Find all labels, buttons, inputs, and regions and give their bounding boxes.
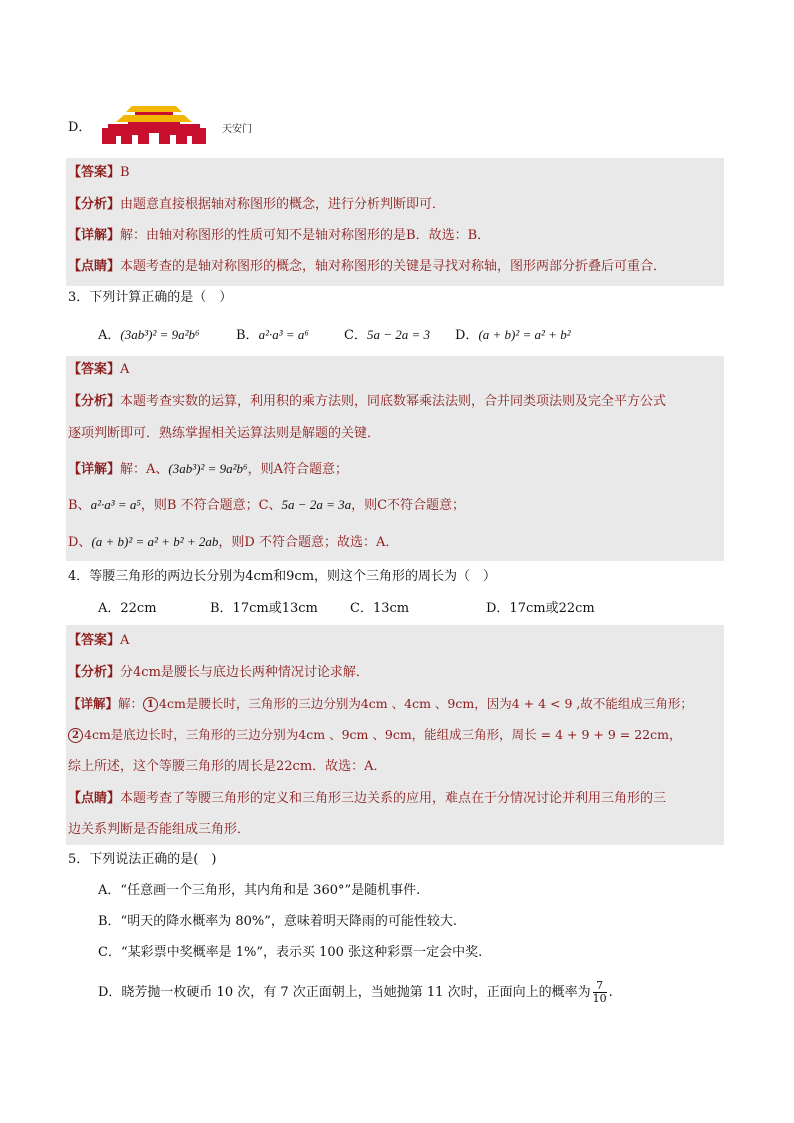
q2-detail-tag: 【详解】	[68, 228, 121, 243]
q2-analysis-text: 由题意直接根据轴对称图形的概念，进行分析判断即可．	[120, 197, 446, 212]
q5-option-c: C．“某彩票中奖概率是 1%”，表示买 100 张这种彩票一定会中奖.	[98, 945, 483, 960]
tiananmen-caption: 天安门	[222, 124, 252, 135]
q3-answer-tag: 【答案】	[68, 362, 121, 377]
q4-comment-line1: 本题考查了等腰三角形的定义和三角形三边关系的应用，难点在于分情况讨论并利用三角形的三	[120, 791, 667, 806]
q3-analysis-line1: 本题考查实数的运算，利用积的乘方法则，同底数幂乘法法则，合并同类项法则及完全平方公式	[120, 394, 667, 409]
circle-number-2: 2	[68, 728, 83, 743]
q3-option-a: A．(3ab³)² = 9a²b⁶	[98, 327, 200, 343]
q3-option-c-expr: 5a − 2a = 3	[366, 327, 430, 342]
q5-option-d: D．晓芳抛一枚硬币 10 次，有 7 次正面朝上，当她抛第 11 次时，正面向上的概率为 $\frac{7}{10}$ .	[98, 979, 613, 1005]
q2-detail-text: 解：由轴对称图形的性质可知不是轴对称图形的是B．故选：B．	[120, 228, 491, 243]
circle-number-1: 1	[143, 697, 158, 712]
q4-comment-tag: 【点睛】	[68, 791, 121, 806]
q5-option-d-fraction: $\frac{7}{10}$	[592, 979, 607, 1005]
q4-answer-value: A	[120, 633, 130, 648]
q4-detail-line1: 4cm是腰长时，三角形的三边分别为4cm 、4cm 、9cm，因为4 + 4 < 9 ,故不能组成三角形；	[159, 696, 693, 711]
q4-detail-tag: 【详解】	[68, 696, 119, 711]
q4-analysis-tag: 【分析】	[68, 665, 121, 680]
q3-analysis-tag: 【分析】	[68, 394, 121, 409]
q3-detail-expr4: (a + b)² = a² + b² + 2ab	[91, 534, 219, 549]
q3-option-d: D．(a + b)² = a² + b²	[455, 327, 571, 343]
q4-detail-line2: 4cm是底边长时，三角形的三边分别为4cm 、9cm 、9cm，能组成三角形，周长 = 4 + 9 + 9 = 22cm，	[84, 727, 682, 742]
q5-stem: 5．下列说法正确的是( )	[68, 852, 217, 867]
q2-comment-tag: 【点睛】	[68, 259, 121, 274]
q3-answer-value: A	[120, 362, 130, 377]
tiananmen-image	[102, 104, 206, 144]
q4-option-d: D．17cm或22cm	[486, 601, 595, 616]
q2-answer-tag: 【答案】	[68, 165, 121, 180]
q3-detail-expr2: a²·a³ = a⁵	[90, 497, 141, 512]
q5-option-d-text: D．晓芳抛一枚硬币 10 次，有 7 次正面朝上，当她抛第 11 次时，正面向上的概率为	[98, 985, 591, 1000]
q4-answer-tag: 【答案】	[68, 633, 121, 648]
q4-option-c: C．13cm	[350, 601, 410, 616]
q2-answer-block	[66, 158, 724, 286]
q5-option-a: A．“任意画一个三角形，其内角和是 360°”是随机事件.	[98, 883, 421, 898]
q4-answer-block: 【答案】A 【分析】分4cm是腰长与底边长两种情况讨论求解． 【详解】解： 1 4cm是腰长时，三角形的三边分别为4cm 、4cm 、9cm，因为4 + 4 < 9 ,故不能组成三角形； 2 4cm是底边长时，三角形的三边分别为4cm 、9cm 、9cm，能组成三角形，周长 = 4 + 9 + 9 = 22cm， 综上所述，这个等腰三角形的周长是22cm．故选：A． 【点睛】本题考查了等腰三角形的定义和三角形三边关系的应用，难点在于分情况讨论并利用三角形的三 边关系判断是否能组成三角形．	[66, 625, 724, 845]
q3-detail-expr1: (3ab³)² = 9a²b⁶	[168, 461, 248, 476]
q3-analysis-line2: 逐项判断即可．熟练掌握相关运算法则是解题的关键．	[68, 426, 381, 441]
q3-option-b-expr: a²·a³ = a⁶	[258, 327, 309, 342]
q4-stem: 4．等腰三角形的两边长分别为4cm和9cm，则这个三角形的周长为（ ）	[68, 569, 497, 584]
q4-detail-line3: 综上所述，这个等腰三角形的周长是22cm．故选：A．	[68, 759, 387, 774]
q3-option-a-expr: (3ab³)² = 9a²b⁶	[120, 327, 200, 342]
q2-comment-text: 本题考查的是轴对称图形的概念，轴对称图形的关键是寻找对称轴，图形两部分折叠后可重合．	[120, 259, 667, 274]
q2-option-d	[68, 118, 91, 138]
q4-analysis-text: 分4cm是腰长与底边长两种情况讨论求解．	[120, 665, 369, 680]
q4-option-b: B．17cm或13cm	[210, 601, 318, 616]
q2-option-d-label: D．	[68, 120, 92, 135]
q2-answer-value: B	[120, 165, 130, 180]
q3-option-d-expr: (a + b)² = a² + b²	[478, 327, 571, 342]
q3-stem: 3．下列计算正确的是（ ）	[68, 290, 233, 305]
q4-option-a: A．22cm	[98, 601, 157, 616]
q2-analysis-tag: 【分析】	[68, 197, 121, 212]
q3-option-b: B．a²·a³ = a⁶	[236, 327, 309, 343]
q3-option-c: C．5a − 2a = 3	[344, 327, 430, 343]
q3-answer-block: 【答案】A 【分析】本题考查实数的运算，利用积的乘方法则，同底数幂乘法法则，合并同类项法则及完全平方公式 逐项判断即可．熟练掌握相关运算法则是解题的关键． 【详解】解：A、(3ab³)² = 9a²b⁶，则A符合题意； B、a²·a³ = a⁵，则B 不符合题意；C、5a − 2a = 3a，则C不符合题意； D、(a + b)² = a² + b² + 2ab，则D 不符合题意；故选：A．	[66, 356, 724, 561]
q4-comment-line2: 边关系判断是否能组成三角形．	[68, 822, 251, 837]
q3-detail-tag: 【详解】	[68, 462, 121, 477]
q5-option-b: B．“明天的降水概率为 80%”，意味着明天降雨的可能性较大.	[98, 914, 458, 929]
q3-detail-expr3: 5a − 2a = 3a	[281, 497, 352, 512]
